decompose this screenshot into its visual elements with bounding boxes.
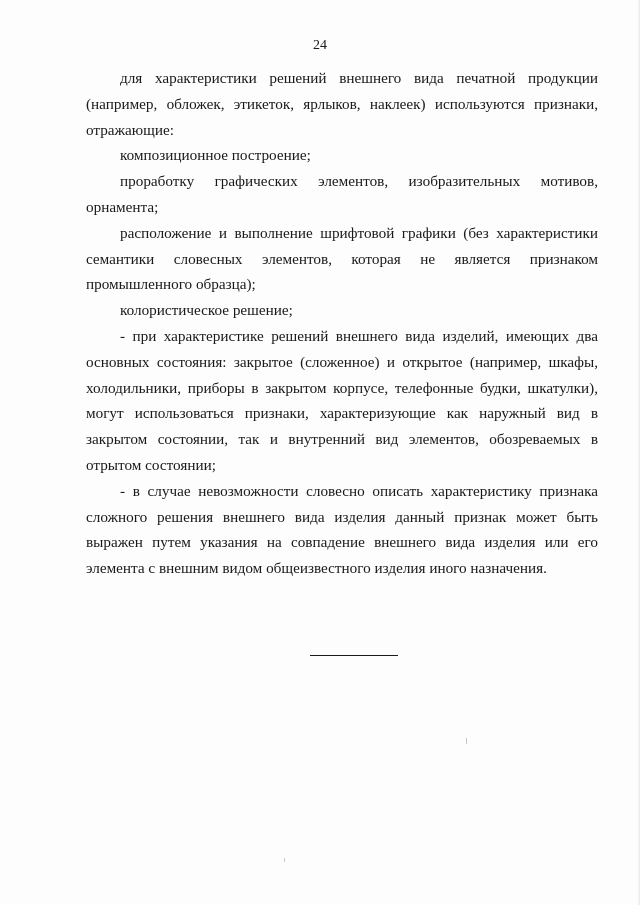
- scan-speck: [284, 858, 285, 862]
- paragraph-two-states: - при характеристике решений внешнего вида изделий, имеющих два основных состояния: закрытое (сложенное) и открытое (например, шкафы, холодильники, приборы в закрытом корпусе, телефонные будки, шкатулки), могут использоваться признаки, характеризующие как наружный вид в закрытом состоянии, так и внутренний вид элементов, обозреваемых в отрытом состоянии;: [86, 327, 598, 474]
- scan-speck: [466, 738, 467, 744]
- paragraph-impossibility: - в случае невозможности словесно описать характеристику признака сложного решения внешнего вида изделия данный признак может быть выражен путем указания на совпадение внешнего вида изделия или его элемента с внешним видом общеизвестного изделия иного назначения.: [86, 482, 598, 578]
- page-number: 24: [313, 38, 327, 53]
- body-text: [86, 66, 598, 582]
- paragraph-intro: для характеристики решений внешнего вида печатной продукции (например, обложек, этикеток, ярлыков, наклеек) используются признаки, отражающие:: [86, 70, 598, 139]
- paragraph-composition: композиционное построение;: [120, 147, 311, 165]
- end-rule: [310, 655, 398, 656]
- paragraph-coloristic: колористическое решение;: [120, 302, 293, 320]
- paragraph-graphic-elements: проработку графических элементов, изобразительных мотивов, орнамента;: [86, 173, 598, 216]
- paragraph-font-graphics: расположение и выполнение шрифтовой графики (без характеристики семантики словесных элементов, которая не является признаком промышленного образца);: [86, 224, 598, 294]
